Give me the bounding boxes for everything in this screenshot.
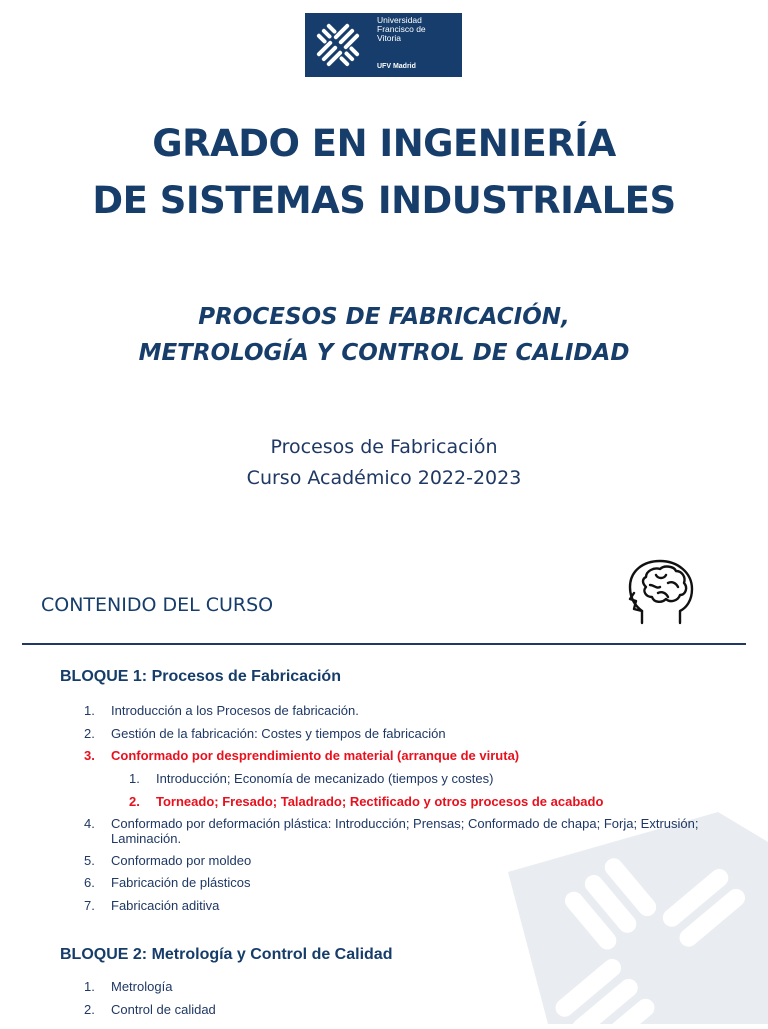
list-item	[84, 1002, 710, 1018]
item-number: 6.	[84, 875, 95, 890]
item-text: Introducción a los Procesos de fabricación.	[111, 703, 359, 718]
list-item	[84, 703, 710, 719]
item-text: Torneado; Fresado; Taladrado; Rectificado y otros procesos de acabado	[156, 794, 604, 809]
item-number: 5.	[84, 852, 95, 868]
item-number: 2.	[129, 794, 140, 809]
campus-label: UFV Madrid	[377, 63, 416, 70]
item-text: Conformado por desprendimiento de material (arranque de viruta)	[111, 748, 520, 763]
item-number: 7.	[84, 897, 95, 913]
sub-list-item	[84, 771, 710, 787]
university-name-line: Francisco de	[377, 24, 426, 34]
bloque2-title: BLOQUE 2: Metrología y Control de Calidad	[60, 946, 393, 963]
degree-title-line1: GRADO EN INGENIERÍA	[152, 122, 616, 165]
section-divider	[22, 643, 746, 645]
list-item	[84, 979, 710, 995]
item-text: Metrología	[111, 979, 173, 994]
head-brain-icon	[620, 553, 706, 639]
item-text: Fabricación aditiva	[111, 897, 220, 913]
subject-title-line2: METROLOGÍA Y CONTROL DE CALIDAD	[138, 340, 630, 366]
ufv-logo-text	[371, 13, 462, 77]
list-item	[84, 875, 710, 891]
ufv-logo	[305, 13, 462, 77]
item-number: 2.	[84, 1001, 95, 1017]
bloque2-list	[84, 979, 710, 1017]
item-text: Conformado por moldeo	[111, 852, 252, 868]
sub-list-item	[84, 794, 710, 810]
university-name	[377, 16, 457, 43]
item-number: 1.	[129, 770, 140, 786]
item-text: Conformado por deformación plástica: Introducción; Prensas; Conformado de chapa; Forja; Extrusión; Laminación.	[111, 815, 699, 846]
list-item	[84, 898, 710, 914]
ufv-logo-mark	[305, 13, 371, 77]
item-number: 1.	[84, 703, 95, 718]
list-item	[84, 853, 710, 869]
item-number: 1.	[84, 979, 95, 994]
university-name-line: Universidad	[377, 15, 422, 25]
item-text: Fabricación de plásticos	[111, 875, 251, 890]
list-item	[84, 748, 710, 764]
list-item	[84, 816, 710, 847]
item-number: 3.	[84, 748, 95, 763]
item-number: 4.	[84, 815, 95, 831]
bloque1-title: BLOQUE 1: Procesos de Fabricación	[60, 668, 341, 685]
subject-title-line1: PROCESOS DE FABRICACIÓN,	[198, 304, 570, 330]
university-name-line: Vitoria	[377, 33, 401, 43]
bloque1-list	[84, 703, 710, 913]
item-text: Control de calidad	[111, 1001, 216, 1017]
academic-year: Curso Académico 2022-2023	[246, 467, 522, 489]
item-text: Gestión de la fabricación: Costes y tiempos de fabricación	[111, 725, 446, 741]
course-name: Procesos de Fabricación	[270, 436, 498, 458]
list-item	[84, 726, 710, 742]
degree-title-line2: DE SISTEMAS INDUSTRIALES	[92, 179, 676, 222]
item-number: 2.	[84, 725, 95, 741]
section-title: CONTENIDO DEL CURSO	[41, 594, 274, 616]
item-text: Introducción; Economía de mecanizado (tiempos y costes)	[156, 770, 494, 786]
